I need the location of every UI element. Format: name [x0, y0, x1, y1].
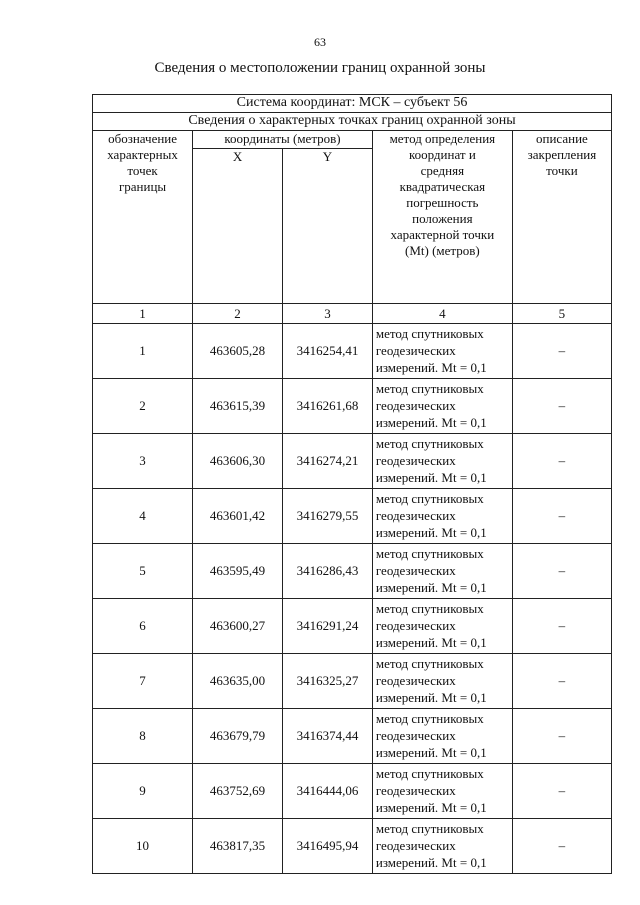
- column-number: 3: [283, 304, 373, 324]
- method-line: метод спутниковых: [375, 436, 484, 451]
- column-number: 5: [512, 304, 611, 324]
- header-description: описание закрепления точки: [512, 131, 611, 304]
- table-row: [93, 489, 612, 544]
- method-line: измерений. Mt = 0,1: [375, 690, 487, 705]
- x-coordinate-cell: 463606,30: [193, 434, 283, 489]
- method-line: геодезических: [375, 728, 456, 743]
- y-coordinate-cell: 3416274,21: [283, 434, 373, 489]
- table-row: [93, 819, 612, 874]
- table-row: [93, 434, 612, 489]
- method-cell: [372, 434, 512, 489]
- description-cell: –: [512, 654, 611, 709]
- table-row: [93, 764, 612, 819]
- x-coordinate-cell: 463601,42: [193, 489, 283, 544]
- y-coordinate-cell: 3416325,27: [283, 654, 373, 709]
- description-cell: –: [512, 324, 611, 379]
- method-cell: [372, 709, 512, 764]
- method-cell: [372, 379, 512, 434]
- x-coordinate-cell: 463605,28: [193, 324, 283, 379]
- x-coordinate-cell: 463817,35: [193, 819, 283, 874]
- page-number: 63: [314, 35, 326, 49]
- method-cell: [372, 654, 512, 709]
- method-line: геодезических: [375, 563, 456, 578]
- table-row: [93, 379, 612, 434]
- method-line: метод спутниковых: [375, 326, 484, 341]
- description-cell: –: [512, 764, 611, 819]
- method-line: метод спутниковых: [375, 766, 484, 781]
- method-line: геодезических: [375, 783, 456, 798]
- point-id-cell: 1: [93, 324, 193, 379]
- description-cell: –: [512, 434, 611, 489]
- y-coordinate-cell: 3416254,41: [283, 324, 373, 379]
- description-cell: –: [512, 544, 611, 599]
- description-cell: –: [512, 709, 611, 764]
- method-cell: [372, 489, 512, 544]
- coordinate-system-banner: Система координат: МСК – субъект 56: [93, 95, 612, 113]
- method-line: измерений. Mt = 0,1: [375, 470, 487, 485]
- method-line: геодезических: [375, 673, 456, 688]
- x-coordinate-cell: 463595,49: [193, 544, 283, 599]
- method-line: метод спутниковых: [375, 821, 484, 836]
- header-y: Y: [283, 149, 373, 304]
- method-line: метод спутниковых: [375, 546, 484, 561]
- header-coordinates: координаты (метров): [193, 131, 373, 149]
- method-line: геодезических: [375, 453, 456, 468]
- method-line: метод спутниковых: [375, 601, 484, 616]
- point-id-cell: 7: [93, 654, 193, 709]
- method-line: измерений. Mt = 0,1: [375, 855, 487, 870]
- y-coordinate-cell: 3416261,68: [283, 379, 373, 434]
- method-cell: [372, 324, 512, 379]
- method-line: измерений. Mt = 0,1: [375, 360, 487, 375]
- method-line: измерений. Mt = 0,1: [375, 525, 487, 540]
- method-line: геодезических: [375, 838, 456, 853]
- column-number: 4: [372, 304, 512, 324]
- table-row: [93, 544, 612, 599]
- method-cell: [372, 599, 512, 654]
- point-id-cell: 3: [93, 434, 193, 489]
- method-line: метод спутниковых: [375, 381, 484, 396]
- column-number: 1: [93, 304, 193, 324]
- method-line: метод спутниковых: [375, 491, 484, 506]
- y-coordinate-cell: 3416374,44: [283, 709, 373, 764]
- column-number-row: [93, 304, 612, 324]
- point-id-cell: 10: [93, 819, 193, 874]
- point-id-cell: 8: [93, 709, 193, 764]
- description-cell: –: [512, 599, 611, 654]
- x-coordinate-cell: 463752,69: [193, 764, 283, 819]
- method-line: измерений. Mt = 0,1: [375, 800, 487, 815]
- method-line: измерений. Mt = 0,1: [375, 415, 487, 430]
- table-row: [93, 599, 612, 654]
- point-id-cell: 6: [93, 599, 193, 654]
- method-line: измерений. Mt = 0,1: [375, 745, 487, 760]
- point-id-cell: 5: [93, 544, 193, 599]
- method-line: геодезических: [375, 398, 456, 413]
- method-line: метод спутниковых: [375, 656, 484, 671]
- column-number: 2: [193, 304, 283, 324]
- method-cell: [372, 764, 512, 819]
- point-id-cell: 2: [93, 379, 193, 434]
- method-cell: [372, 544, 512, 599]
- table-row: [93, 654, 612, 709]
- x-coordinate-cell: 463679,79: [193, 709, 283, 764]
- x-coordinate-cell: 463600,27: [193, 599, 283, 654]
- method-line: измерений. Mt = 0,1: [375, 635, 487, 650]
- description-cell: –: [512, 379, 611, 434]
- x-coordinate-cell: 463615,39: [193, 379, 283, 434]
- y-coordinate-cell: 3416291,24: [283, 599, 373, 654]
- header-point-id: обозначение характерных точек границы: [93, 131, 193, 304]
- y-coordinate-cell: 3416279,55: [283, 489, 373, 544]
- y-coordinate-cell: 3416286,43: [283, 544, 373, 599]
- description-cell: –: [512, 489, 611, 544]
- y-coordinate-cell: 3416495,94: [283, 819, 373, 874]
- method-line: геодезических: [375, 508, 456, 523]
- method-line: метод спутниковых: [375, 711, 484, 726]
- header-x: X: [193, 149, 283, 304]
- x-coordinate-cell: 463635,00: [193, 654, 283, 709]
- header-method: метод определения координат и средняя квадратическая погрешность положения характерной точки (Mt) (метров): [372, 131, 512, 304]
- point-id-cell: 4: [93, 489, 193, 544]
- point-id-cell: 9: [93, 764, 193, 819]
- table-row: [93, 324, 612, 379]
- section-banner: Сведения о характерных точках границ охранной зоны: [93, 113, 612, 131]
- document-title: Сведения о местоположении границ охранной зоны: [154, 60, 486, 76]
- table-row: [93, 709, 612, 764]
- method-cell: [372, 819, 512, 874]
- description-cell: –: [512, 819, 611, 874]
- method-line: геодезических: [375, 343, 456, 358]
- y-coordinate-cell: 3416444,06: [283, 764, 373, 819]
- boundary-points-table: [92, 94, 612, 874]
- method-line: измерений. Mt = 0,1: [375, 580, 487, 595]
- method-line: геодезических: [375, 618, 456, 633]
